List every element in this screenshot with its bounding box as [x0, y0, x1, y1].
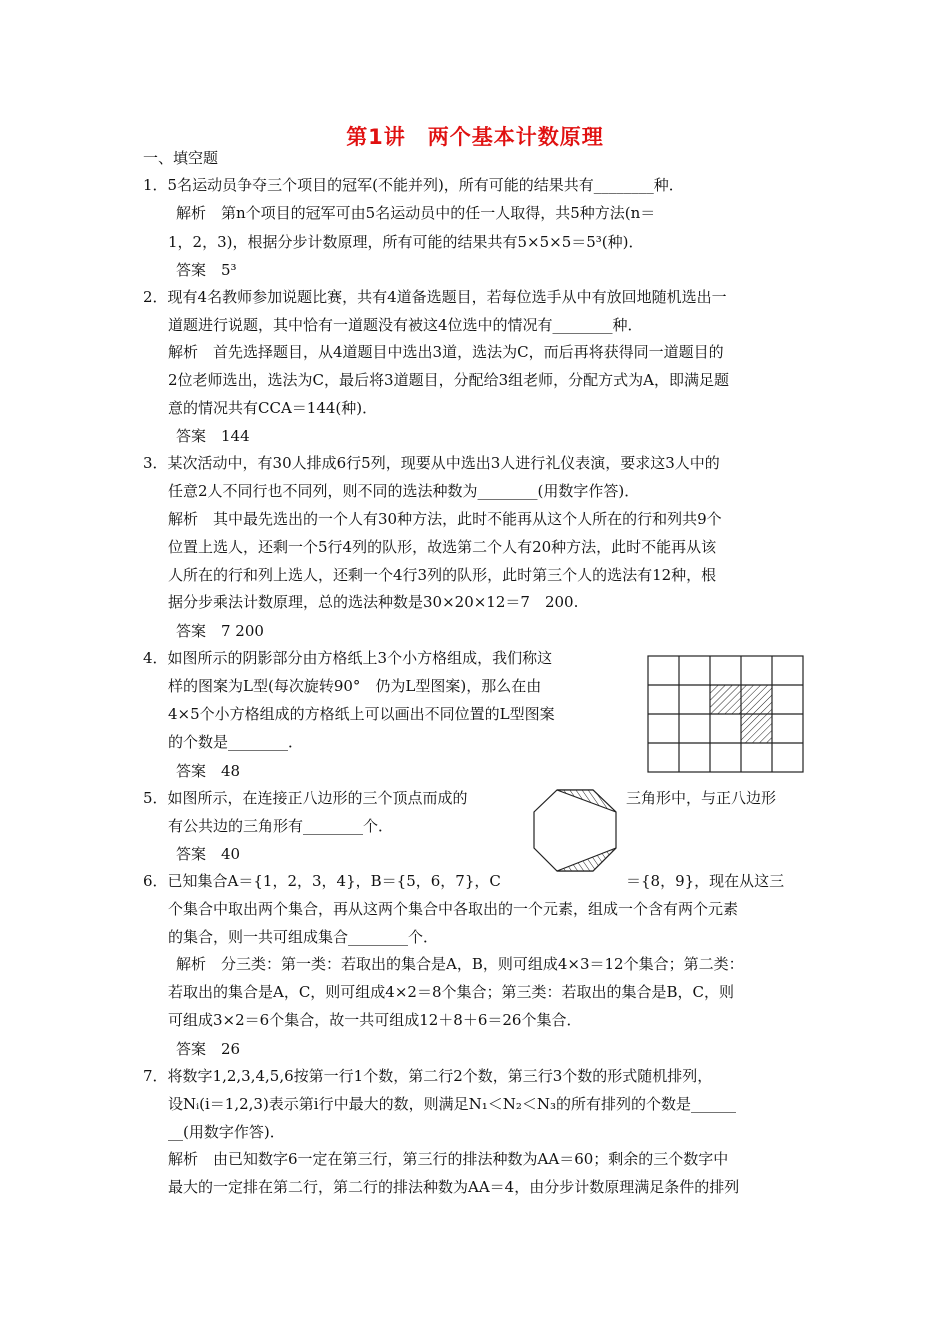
solution-3-line: 据分步乘法计数原理，总的选法种数是30×20×12＝7 200. — [168, 593, 579, 611]
problem-2: 2．现有4名教师参加说题比赛，共有4道备选题目，若每位选手从中有放回地随机选出一 — [143, 288, 727, 306]
answer-1: 答案 5³ — [176, 261, 237, 279]
solution-6-line: 若取出的集合是A，C，则可组成4×2＝8个集合；第三类：若取出的集合是B，C，则 — [168, 983, 735, 1001]
answer-4: 答案 48 — [176, 762, 241, 780]
problem-5-continuation: 三角形中，与正八边形 — [626, 789, 777, 807]
solution-1-line: 1，2，3)，根据分步计数原理，所有可能的结果共有5×5×5＝5³(种)． — [168, 233, 644, 251]
problem-6-continuation: ＝{8，9}，现在从这三 — [626, 872, 785, 890]
problem-6-line: 的集合，则一共可组成集合________个． — [168, 928, 439, 946]
solution-3-line: 解析 其中最先选出的一个人有30种方法，此时不能再从这个人所在的行和列共9个 — [168, 510, 722, 528]
section-heading: 一、填空题 — [143, 149, 219, 167]
problem-4: 4．如图所示的阴影部分由方格纸上3个小方格组成，我们称这 — [143, 649, 553, 667]
solution-1-line: 解析 第n个项目的冠军可由5名运动员中的任一人取得，共5种方法(n＝ — [176, 204, 656, 222]
answer-3: 答案 7 200 — [176, 622, 264, 640]
solution-3-line: 人所在的行和列上选人，还剩一个4行3列的队形，此时第三个人的选法有12种，根 — [168, 566, 717, 584]
problem-5: 5．如图所示，在连接正八边形的三个顶点而成的 — [143, 789, 468, 807]
solution-7-line: 解析 由已知数字6一定在第三行，第三行的排法种数为AA＝60；剩余的三个数字中 — [168, 1150, 729, 1168]
answer-6: 答案 26 — [176, 1040, 241, 1058]
solution-2-line: 意的情况共有CCA＝144(种)． — [168, 399, 378, 417]
solution-2-line: 解析 首先选择题目，从4道题目中选出3道，选法为C，而后再将获得同一道题目的 — [168, 343, 724, 361]
problem-3-line: 任意2人不同行也不同列，则不同的选法种数为________(用数字作答)． — [168, 482, 640, 500]
page-title: 第1讲 两个基本计数原理 — [346, 125, 604, 149]
solution-7-line: 最大的一定排在第二行，第二行的排法种数为AA＝4，由分步计数原理满足条件的排列 — [168, 1178, 740, 1196]
problem-4-line: 样的图案为L型(每次旋转90° 仍为L型图案)，那么在由 — [168, 677, 542, 695]
shaded-cell — [741, 685, 772, 714]
problem-6-line: 个集合中取出两个集合，再从这两个集合中各取出的一个元素，组成一个含有两个元素 — [168, 900, 739, 918]
answer-2: 答案 144 — [176, 427, 250, 445]
l-shape-grid-figure — [647, 655, 804, 774]
problem-1: 1．5名运动员争夺三个项目的冠军(不能并列)，所有可能的结果共有________种． — [143, 176, 684, 194]
answer-5: 答案 40 — [176, 845, 241, 863]
problem-5-line: 有公共边的三角形有________个． — [168, 817, 394, 835]
problem-2-line: 道题进行说题，其中恰有一道题没有被这4位选中的情况有________种． — [168, 316, 643, 334]
problem-7-line: __(用数字作答)． — [168, 1123, 285, 1141]
problem-6: 6．已知集合A＝{1，2，3，4}，B＝{5，6，7}，C — [143, 872, 501, 890]
octagon-figure — [528, 783, 622, 877]
problem-7-line: 设Nᵢ(i＝1,2,3)表示第i行中最大的数，则满足N₁＜N₂＜N₃的所有排列的个数是______ — [168, 1095, 737, 1113]
problem-3: 3．某次活动中，有30人排成6行5列，现要从中选出3人进行礼仪表演，要求这3人中的 — [143, 454, 720, 472]
solution-3-line: 位置上选人，还剩一个5行4列的队形，故选第二个人有20种方法，此时不能再从该 — [168, 538, 717, 556]
problem-7: 7．将数字1,2,3,4,5,6按第一行1个数，第二行2个数，第三行3个数的形式随机排列， — [143, 1067, 713, 1085]
problem-4-line: 4×5个小方格组成的方格纸上可以画出不同位置的L型图案 — [168, 705, 555, 723]
shaded-cell — [741, 714, 772, 743]
problem-4-line: 的个数是________． — [168, 733, 304, 751]
solution-6-line: 可组成3×2＝6个集合，故一共可组成12＋8＋6＝26个集合． — [168, 1011, 582, 1029]
solution-6-line: 解析 分三类：第一类：若取出的集合是A，B，则可组成4×3＝12个集合；第二类： — [176, 955, 744, 973]
shaded-cell — [710, 685, 741, 714]
solution-2-line: 2位老师选出，选法为C，最后将3道题目，分配给3组老师，分配方式为A，即满足题 — [168, 371, 729, 389]
